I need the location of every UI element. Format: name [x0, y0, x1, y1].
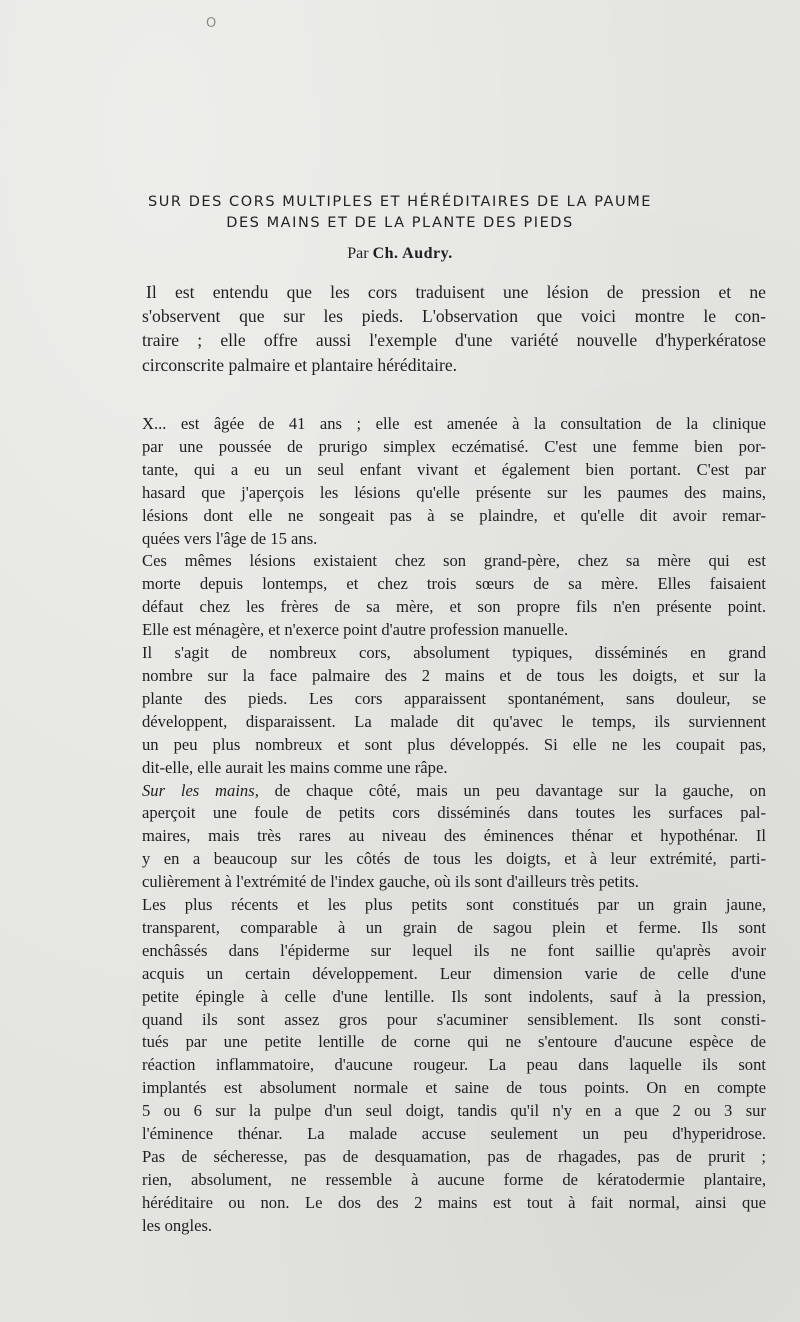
intro-paragraph [142, 280, 766, 377]
text-line: réaction inflammatoire, d'aucune rougeur. La peau dans laquelle ils sont [142, 1055, 766, 1075]
text-line: l'éminence thénar. La malade accuse seulement un peu d'hyperidrose. [142, 1124, 766, 1144]
paragraph [142, 894, 766, 1238]
text-line: quées vers l'âge de 15 ans. [142, 528, 318, 548]
text-line: quand ils sont assez gros pour s'acuminer sensiblement. Ils sont consti- [142, 1009, 766, 1029]
title-line: DES MAINS ET DE LA PLANTE DES PIEDS [226, 215, 574, 231]
text-line: Ces mêmes lésions existaient chez son grand-père, chez sa mère qui est [142, 551, 766, 571]
text-line: Il s'agit de nombreux cors, absolument typiques, disséminés en grand [142, 643, 766, 663]
author-name: Ch. Audry. [372, 245, 453, 262]
text-line: culièrement à l'extrémité de l'index gauche, où ils sont d'ailleurs très petits. [142, 872, 639, 892]
text-line: un peu plus nombreux et sont plus développés. Si elle ne les coupait pas, [142, 734, 766, 754]
text-line: morte depuis lontemps, et chez trois sœurs de sa mère. Elles faisaient [142, 574, 766, 594]
text-line: par une poussée de prurigo simplex eczématisé. C'est une femme bien por- [142, 436, 766, 456]
text-line: enchâssés dans l'épiderme sur lequel ils ne font saillie qu'après avoir [142, 940, 766, 960]
byline [100, 242, 700, 266]
paragraph [142, 780, 766, 895]
text-line: Il est entendu que les cors traduisent une lésion de pression et ne [146, 282, 766, 302]
text-line: s'observent que sur les pieds. L'observation que voici montre le con- [142, 306, 766, 327]
title-line: SUR DES CORS MULTIPLES ET HÉRÉDITAIRES DE LA PAUME [148, 194, 652, 210]
text-line: Les plus récents et les plus petits sont constitués par un grain jaune, [142, 895, 766, 915]
text-line: circonscrite palmaire et plantaire héréditaire. [142, 354, 458, 375]
text-line: transparent, comparable à un grain de sagou plein et ferme. Ils sont [142, 917, 766, 937]
text-line: y en a beaucoup sur les côtés de tous les doigts, et à leur extrémité, parti- [142, 849, 766, 869]
article-title [100, 192, 700, 234]
text-line: tante, qui a eu un seul enfant vivant et également bien portant. C'est par [142, 459, 766, 479]
text-line: héréditaire ou non. Le dos des 2 mains est tout à fait normal, ainsi que [142, 1192, 766, 1212]
observation-body [142, 413, 766, 1238]
text-line: X... est âgée de 41 ans ; elle est amenée à la consultation de la clinique [142, 414, 766, 433]
text-line: tués par une petite lentille de corne qui ne s'entoure d'aucune espèce de [142, 1032, 766, 1052]
text-line: Pas de sécheresse, pas de desquamation, pas de rhagades, pas de prurit ; [142, 1147, 766, 1166]
text-line: aperçoit une foule de petits cors disséminés dans toutes les surfaces pal- [142, 803, 766, 823]
text-line: implantés est absolument normale et saine de tous points. On en compte [142, 1078, 766, 1098]
paragraph [142, 413, 766, 550]
text-fragment: de chaque côté, mais un peu davantage sur la gauche, on [258, 780, 766, 800]
text-line [142, 780, 766, 803]
text-line: plante des pieds. Les cors apparaissent spontanément, sans douleur, se [142, 688, 766, 708]
text-line: petite épingle à celle d'une lentille. Ils sont indolents, sauf à la pression, [142, 986, 766, 1006]
paragraph [142, 550, 766, 642]
text-line: hasard que j'aperçois les lésions qu'elle présente sur les paumes des mains, [142, 482, 766, 502]
text-line: maires, mais très rares au niveau des éminences thénar et hypothénar. Il [142, 826, 766, 846]
text-line: les ongles. [142, 1215, 213, 1235]
paragraph [142, 642, 766, 779]
page-mark: O [206, 16, 217, 31]
text-line: développent, disparaissent. La malade dit qu'avec le temps, ils surviennent [142, 711, 766, 731]
text-line: lésions dont elle ne songeait pas à se plaindre, et qu'elle dit avoir remar- [142, 505, 766, 525]
text-line: nombre sur la face palmaire des 2 mains et de tous les doigts, et sur la [142, 665, 766, 685]
text-line: défaut chez les frères de sa mère, et son propre fils n'en présente point. [142, 597, 766, 617]
text-line: traire ; elle offre aussi l'exemple d'une variété nouvelle d'hyperkératose [142, 330, 766, 351]
text-line: dit-elle, elle aurait les mains comme une râpe. [142, 757, 448, 777]
italic-lead: Sur les mains, [142, 780, 259, 800]
text-line: Elle est ménagère, et n'exerce point d'autre profession manuelle. [142, 620, 569, 640]
byline-prefix: Par [347, 245, 369, 262]
text-line: acquis un certain développement. Leur dimension varie de celle d'une [142, 963, 766, 983]
text-line: 5 ou 6 sur la pulpe d'un seul doigt, tandis qu'il n'y en a que 2 ou 3 sur [142, 1101, 766, 1121]
text-line: rien, absolument, ne ressemble à aucune forme de kératodermie plantaire, [142, 1169, 766, 1189]
